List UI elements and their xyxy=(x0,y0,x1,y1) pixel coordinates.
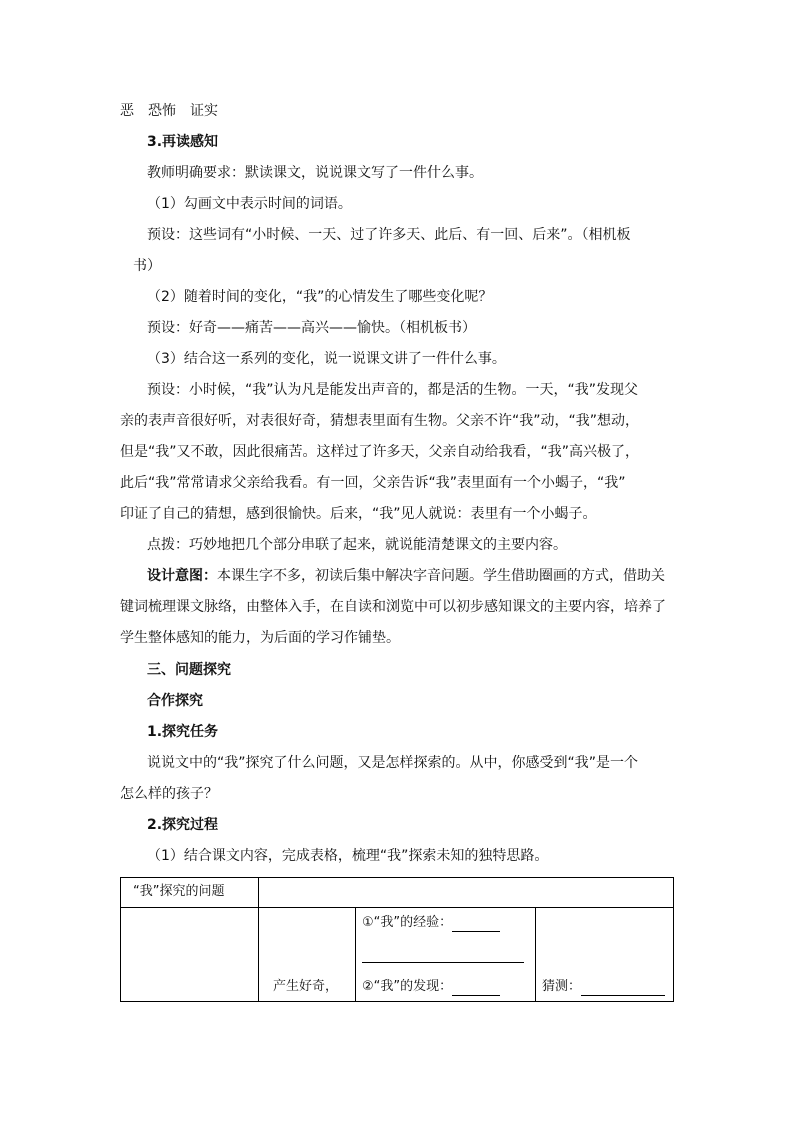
section-heading: 3.再读感知 xyxy=(147,134,219,150)
answer-line: 预设：好奇——痛苦——高兴——愉快。（相机板书） xyxy=(147,320,476,336)
fill-in-blank[interactable] xyxy=(581,981,665,996)
experience-label: ①“我”的经验： xyxy=(362,915,453,930)
section-heading: 三、问题探究 xyxy=(147,662,231,678)
table-cell-guess xyxy=(542,978,665,996)
question-line: （2）随着时间的变化，“我”的心情发生了哪些变化呢？ xyxy=(147,289,493,305)
table-border-bottom xyxy=(120,1001,674,1002)
table-col-divider xyxy=(355,907,356,1002)
fill-in-blank[interactable] xyxy=(452,981,500,996)
task-heading: 1.探究任务 xyxy=(147,724,219,740)
design-intent-line xyxy=(147,566,665,586)
paragraph-line: 说说文中的“我”探究了什么问题，又是怎样探索的。从中，你感受到“我”是一个 xyxy=(147,755,639,771)
table-border-right xyxy=(673,877,674,1002)
subsection-heading: 合作探究 xyxy=(147,693,203,709)
answer-line: 书） xyxy=(133,258,161,274)
design-intent-text: 本课生字不多，初读后集中解决字音问题。学生借助圈画的方式，借助关 xyxy=(217,568,665,584)
design-intent-label: 设计意图： xyxy=(147,568,217,584)
answer-line: 此后“我”常常请求父亲给我看。有一回，父亲告诉“我”表里面有一个小蝎子，“我” xyxy=(120,475,626,491)
table-cell-experience xyxy=(362,914,500,932)
discovery-label: ②“我”的发现： xyxy=(362,979,453,994)
table-cell-discovery xyxy=(362,978,500,996)
paragraph-line: 怎么样的孩子？ xyxy=(120,786,218,802)
paragraph-line: 教师明确要求：默读课文，说说课文写了一件什么事。 xyxy=(147,165,483,181)
answer-line: 亲的表声音很好听，对表很好奇，猜想表里面有生物。父亲不许“我”动，“我”想动， xyxy=(120,413,640,429)
answer-line: 预设：这些词有“小时候、一天、过了许多天、此后、有一回、后来”。（相机板 xyxy=(147,227,631,243)
paragraph-line: 学生整体感知的能力，为后面的学习作铺垫。 xyxy=(120,630,400,646)
table-row-divider xyxy=(120,907,674,908)
table-border-top xyxy=(120,877,674,878)
fill-in-blank-line[interactable] xyxy=(362,962,524,963)
vocab-line: 恶 恐怖 证实 xyxy=(120,103,218,119)
table-col-divider xyxy=(535,907,536,1002)
table-header-cell: “我”探究的问题 xyxy=(133,884,225,899)
question-line: （3）结合这一系列的变化，说一说课文讲了一件什么事。 xyxy=(147,351,506,367)
answer-line: 预设：小时候，“我”认为凡是能发出声音的，都是活的生物。一天，“我”发现父 xyxy=(147,382,639,398)
paragraph-line: （1）结合课文内容，完成表格，梳理“我”探索未知的独特思路。 xyxy=(147,848,549,864)
guess-label: 猜测： xyxy=(542,979,582,994)
task-heading: 2.探究过程 xyxy=(147,817,219,833)
table-col-divider xyxy=(258,877,259,1002)
answer-line: 但是“我”又不敢，因此很痛苦。这样过了许多天，父亲自动给我看，“我”高兴极了， xyxy=(120,444,640,460)
table-border-left xyxy=(120,877,121,1002)
paragraph-line: 键词梳理课文脉络，由整体入手，在自读和浏览中可以初步感知课文的主要内容，培养了 xyxy=(120,599,666,615)
answer-line: 印证了自己的猜想，感到很愉快。后来，“我”见人就说：表里有一个小蝎子。 xyxy=(120,506,597,522)
fill-in-blank[interactable] xyxy=(452,917,500,932)
question-line: （1）勾画文中表示时间的词语。 xyxy=(147,196,352,212)
hint-line: 点拨：巧妙地把几个部分串联了起来，就说能清楚课文的主要内容。 xyxy=(147,537,567,553)
table-cell: 产生好奇， xyxy=(273,979,339,994)
